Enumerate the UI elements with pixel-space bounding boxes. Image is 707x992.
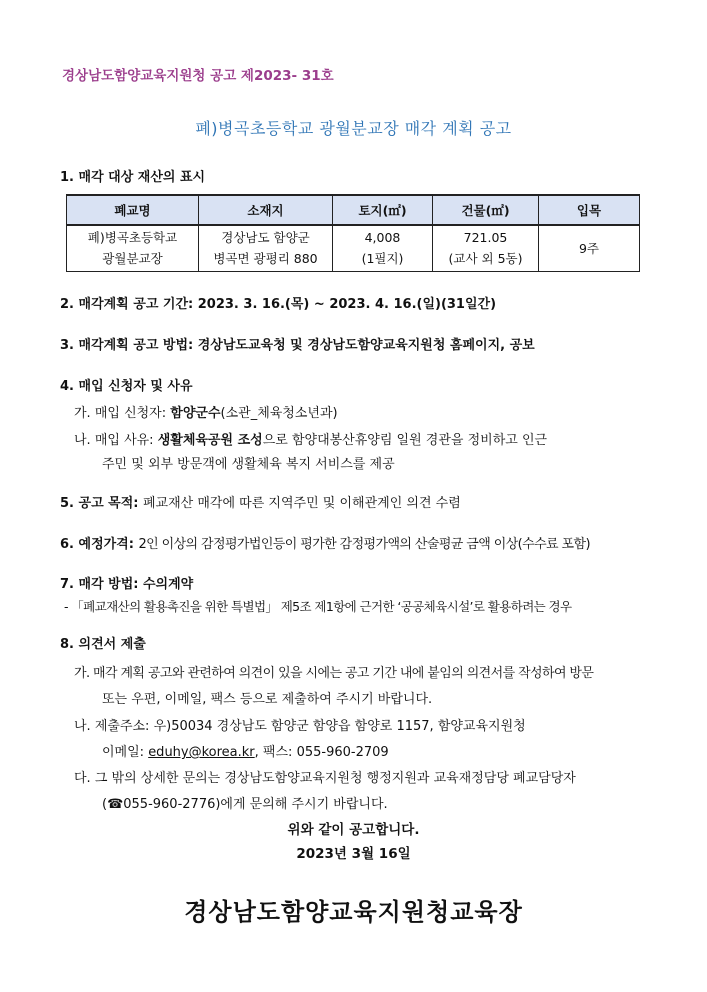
closing-statement: 위와 같이 공고합니다. [287, 822, 420, 838]
section-4-item-b: 나. 매입 사유: 생활체육공원 조성으로 함양대봉산휴양림 일원 경관을 정비하고 인근 [74, 433, 548, 448]
table-header-row [67, 195, 640, 225]
header-land: 토지(㎡) [333, 195, 433, 225]
section-8-item-a: 가. 매각 계획 공고와 관련하여 의견이 있을 시에는 공고 기간 내에 붙임의 의견서를 작성하여 방문 [74, 666, 594, 681]
section-8-item-b-contact: 이메일: eduhy@korea.kr, 팩스: 055-960-2709 [102, 745, 389, 760]
cell-location: 경상남도 함양군 병곡면 광평리 880 [199, 225, 333, 271]
section-2-heading: 2. 매각계획 공고 기간: 2023. 3. 16.(목) ~ 2023. 4. 16.(일)(31일간) [60, 297, 497, 312]
section-8-item-c-cont: (☎055-960-2776)에게 문의해 주시기 바랍니다. [102, 797, 388, 812]
closing-date: 2023년 3월 16일 [296, 846, 411, 862]
cell-trees: 9주 [539, 225, 640, 271]
section-4-item-b-cont: 주민 및 외부 방문객에 생활체육 복지 서비스를 제공 [102, 457, 395, 472]
section-8-item-b: 나. 제출주소: 우)50034 경상남도 함양군 함양읍 함양로 1157, 함양교육지원청 [74, 719, 526, 734]
asset-table [66, 194, 640, 272]
document-number: 경상남도함양교육지원청 공고 제2023- 31호 [62, 68, 334, 84]
page-title: 폐)병곡초등학교 광월분교장 매각 계획 공고 [195, 119, 512, 138]
section-1-heading: 1. 매각 대상 재산의 표시 [60, 170, 206, 185]
section-6: 6. 예정가격: 2인 이상의 감정평가법인등이 평가한 감정평가액의 산술평균 금액 이상(수수료 포함) [60, 537, 590, 552]
section-8-item-c: 다. 그 밖의 상세한 문의는 경상남도함양교육지원청 행정지원과 교육재정담당 폐교담당자 [74, 771, 576, 786]
section-4-heading: 4. 매입 신청자 및 사유 [60, 379, 193, 394]
header-school-name: 폐교명 [67, 195, 199, 225]
section-7-detail: - 「폐교재산의 활용촉진을 위한 특별법」 제5조 제1항에 근거한 ‘공공체육시설’로 활용하려는 경우 [64, 599, 572, 614]
section-8-item-a-cont: 또는 우편, 이메일, 팩스 등으로 제출하여 주시기 바랍니다. [102, 692, 433, 707]
header-trees: 입목 [539, 195, 640, 225]
cell-land: 4,008 (1필지) [333, 225, 433, 271]
section-7-heading: 7. 매각 방법: 수의계약 [60, 577, 194, 592]
cell-building: 721.05 (교사 외 5동) [433, 225, 539, 271]
section-8-heading: 8. 의견서 제출 [60, 637, 146, 652]
section-4-item-a: 가. 매입 신청자: 함양군수(소관_체육청소년과) [74, 406, 338, 421]
email-link[interactable]: eduhy@korea.kr [148, 745, 255, 760]
header-building: 건물(㎡) [433, 195, 539, 225]
section-5: 5. 공고 목적: 폐교재산 매각에 따른 지역주민 및 이해관계인 의견 수렴 [60, 496, 461, 511]
section-3-heading: 3. 매각계획 공고 방법: 경상남도교육청 및 경상남도함양교육지원청 홈페이지, 공보 [60, 338, 535, 353]
table-row [67, 225, 640, 271]
cell-school-name: 폐)병곡초등학교 광월분교장 [67, 225, 199, 271]
issuer-signature: 경상남도함양교육지원청교육장 [184, 898, 523, 926]
header-location: 소재지 [199, 195, 333, 225]
